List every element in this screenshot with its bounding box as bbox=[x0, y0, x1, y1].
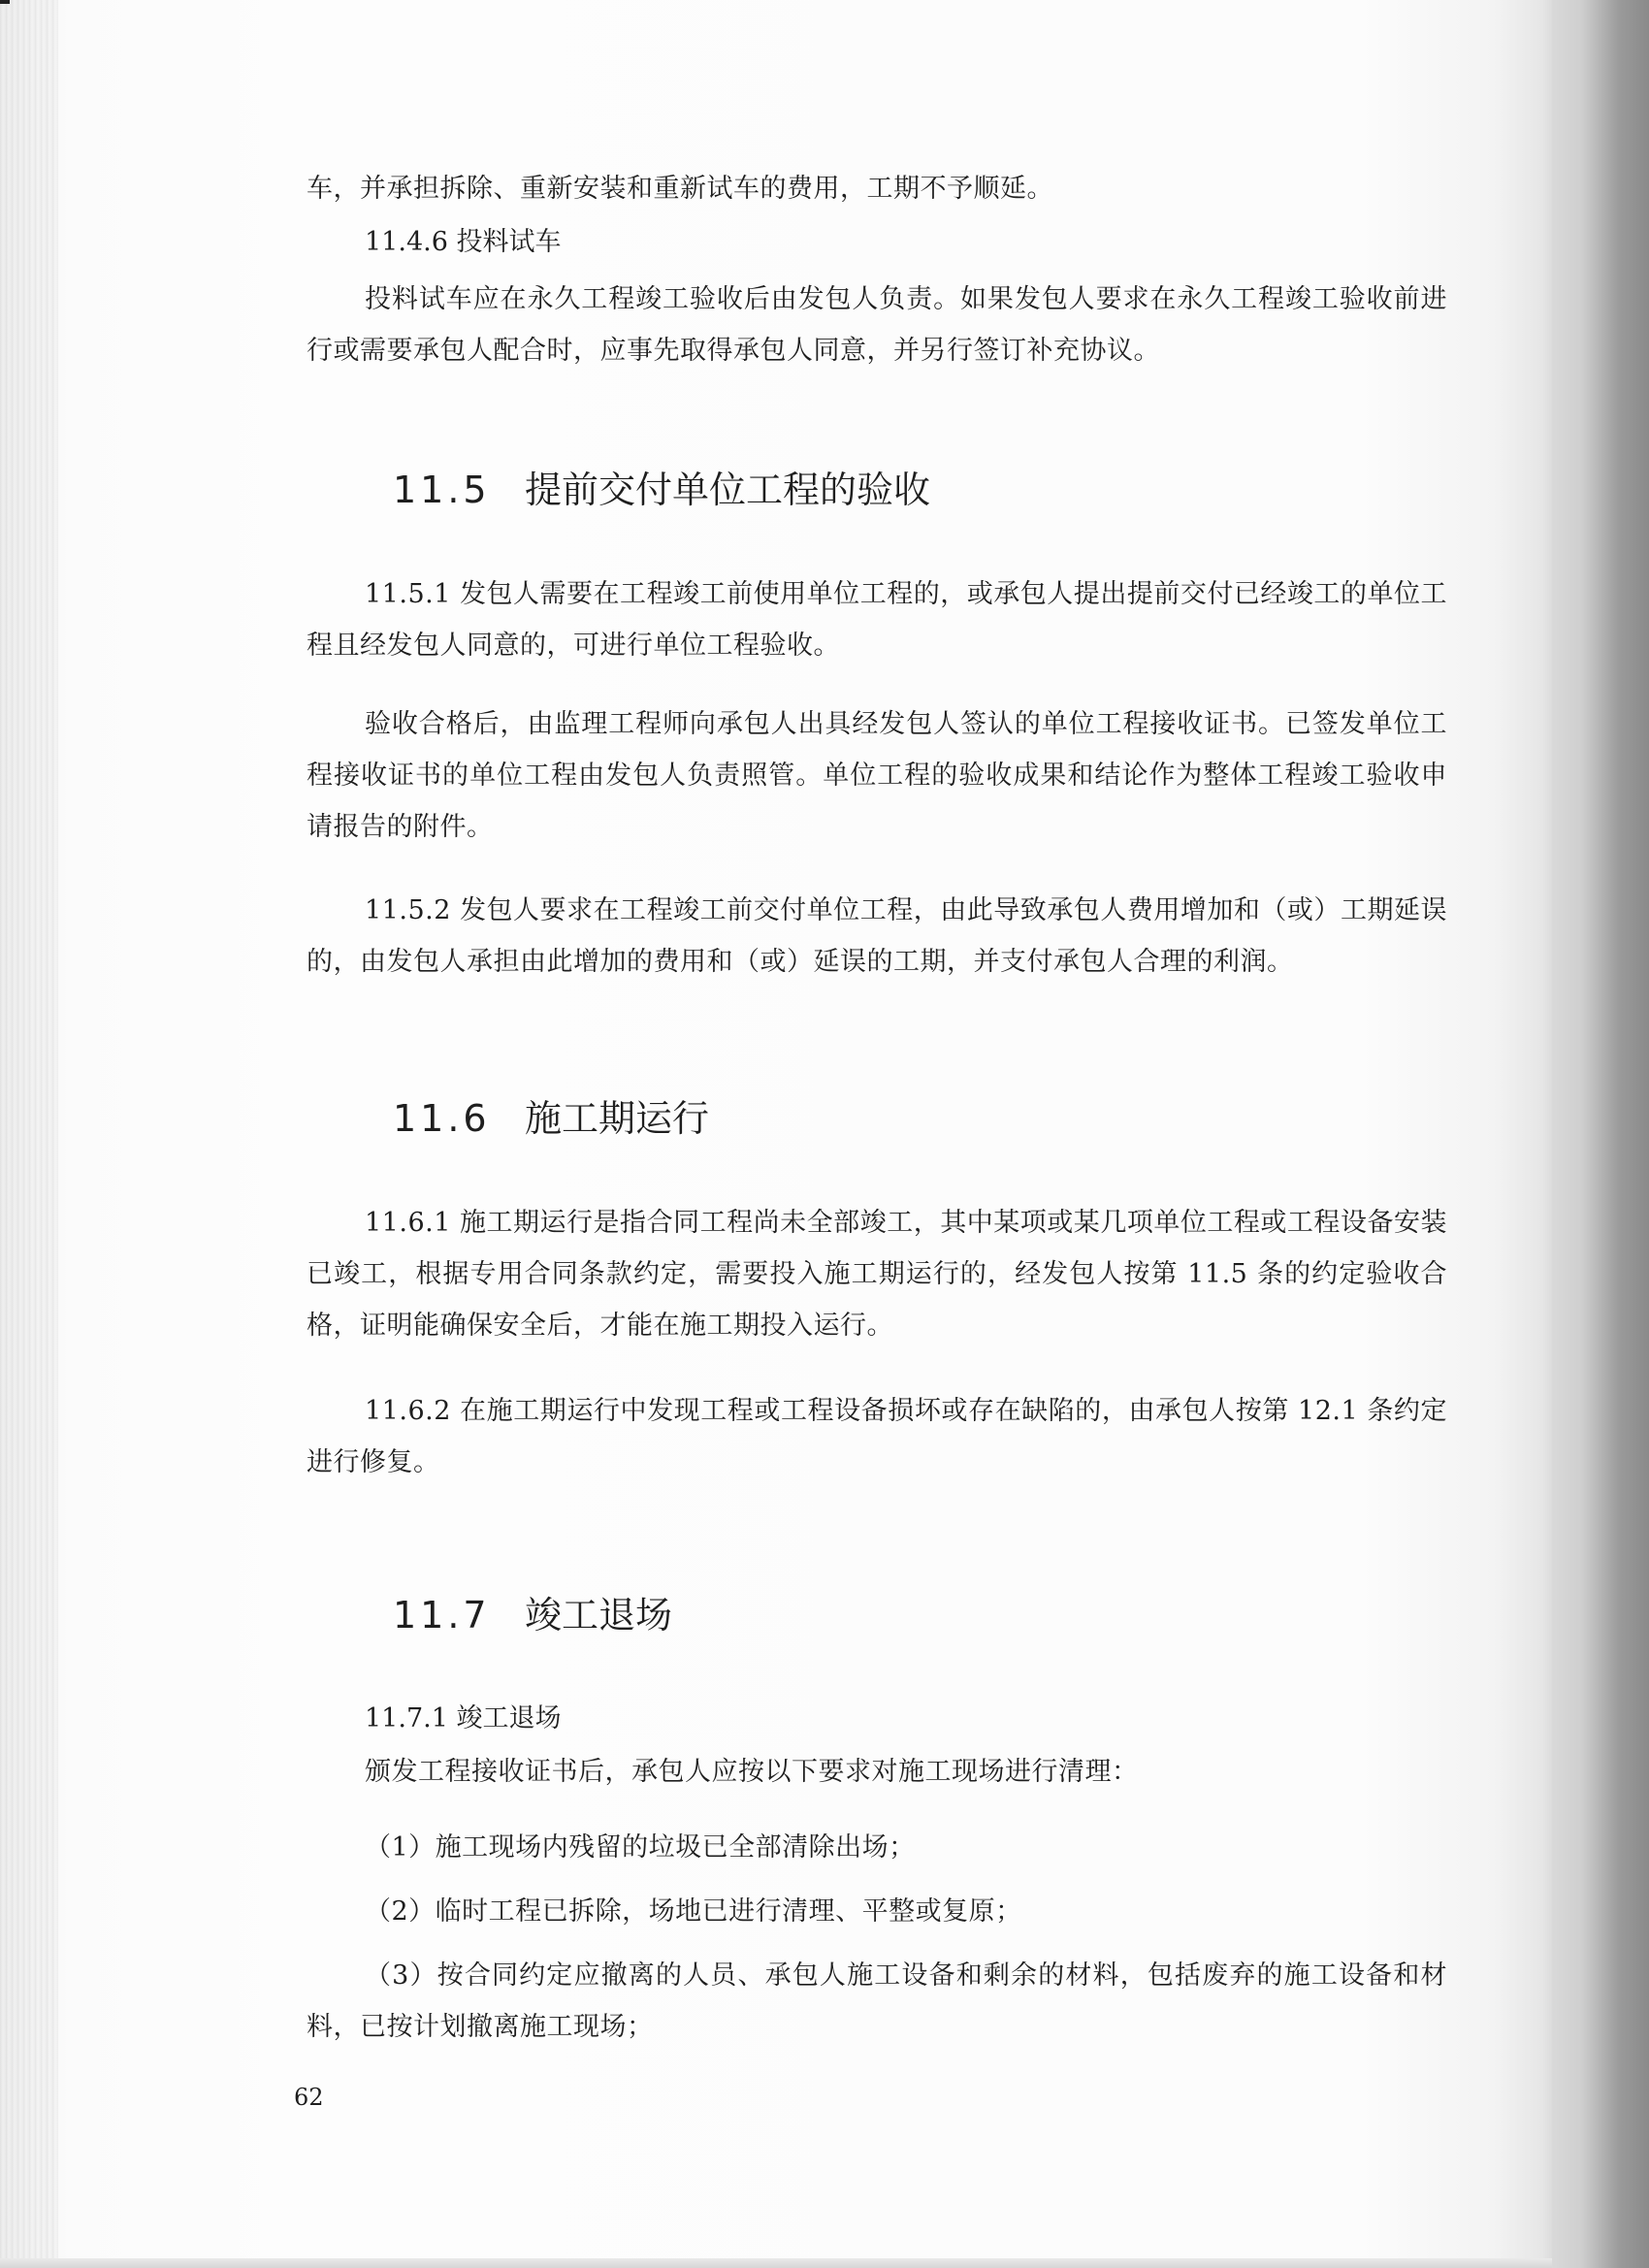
list-item: （1）施工现场内残留的垃圾已全部清除出场； bbox=[365, 1832, 916, 1863]
clause-11-5-2: 11.5.2 发包人要求在工程竣工前交付单位工程，由此导致承包人费用增加和（或）工期延误的，由发包人承担由此增加的费用和（或）延误的工期，并支付承包人合理的利润。 bbox=[307, 895, 1447, 977]
section-title: 竣工退场 bbox=[525, 1594, 673, 1636]
section-number: 11.7 bbox=[393, 1594, 491, 1636]
list-item: （2）临时工程已拆除，场地已进行清理、平整或复原； bbox=[365, 1896, 1022, 1927]
section-11-6-heading bbox=[393, 1094, 709, 1143]
section-number: 11.6 bbox=[393, 1097, 491, 1140]
clause-11-4-6-title: 11.4.6 投料试车 bbox=[365, 227, 562, 257]
section-number: 11.5 bbox=[393, 469, 491, 511]
clause-11-5-1-continued: 验收合格后，由监理工程师向承包人出具经发包人签认的单位工程接收证书。已签发单位工程接收证书的单位工程由发包人负责照管。单位工程的验收成果和结论作为整体工程竣工验收申请报告的附件。 bbox=[307, 709, 1447, 842]
page-number: 62 bbox=[294, 2084, 324, 2111]
clause-11-6-1: 11.6.1 施工期运行是指合同工程尚未全部竣工，其中某项或某几项单位工程或工程设备安装已竣工，根据专用合同条款约定，需要投入施工期运行的，经发包人按第 11.5 条的约定验收合格，证明能确保安全后，才能在施工期投入运行。 bbox=[307, 1208, 1447, 1341]
clause-11-4-6-body: 投料试车应在永久工程竣工验收后由发包人负责。如果发包人要求在永久工程竣工验收前进行或需要承包人配合时，应事先取得承包人同意，并另行签订补充协议。 bbox=[307, 284, 1447, 366]
binding-shadow bbox=[1552, 0, 1649, 2268]
clause-11-7-1-title: 11.7.1 竣工退场 bbox=[365, 1703, 562, 1733]
clause-11-7-1-intro: 颁发工程接收证书后，承包人应按以下要求对施工现场进行清理： bbox=[365, 1757, 1139, 1787]
clause-11-5-1: 11.5.1 发包人需要在工程竣工前使用单位工程的，或承包人提出提前交付已经竣工的单位工程且经发包人同意的，可进行单位工程验收。 bbox=[307, 579, 1447, 661]
section-11-7-heading bbox=[393, 1591, 672, 1639]
continued-paragraph: 车，并承担拆除、重新安装和重新试车的费用，工期不予顺延。 bbox=[307, 174, 1053, 204]
section-11-5-heading bbox=[393, 466, 930, 514]
list-item: （3）按合同约定应撤离的人员、承包人施工设备和剩余的材料，包括废弃的施工设备和材料，已按计划撤离施工现场； bbox=[307, 1960, 1447, 2042]
clause-11-6-2: 11.6.2 在施工期运行中发现工程或工程设备损坏或存在缺陷的，由承包人按第 12.1 条约定进行修复。 bbox=[307, 1396, 1447, 1477]
section-title: 提前交付单位工程的验收 bbox=[525, 469, 931, 511]
section-title: 施工期运行 bbox=[525, 1097, 710, 1140]
